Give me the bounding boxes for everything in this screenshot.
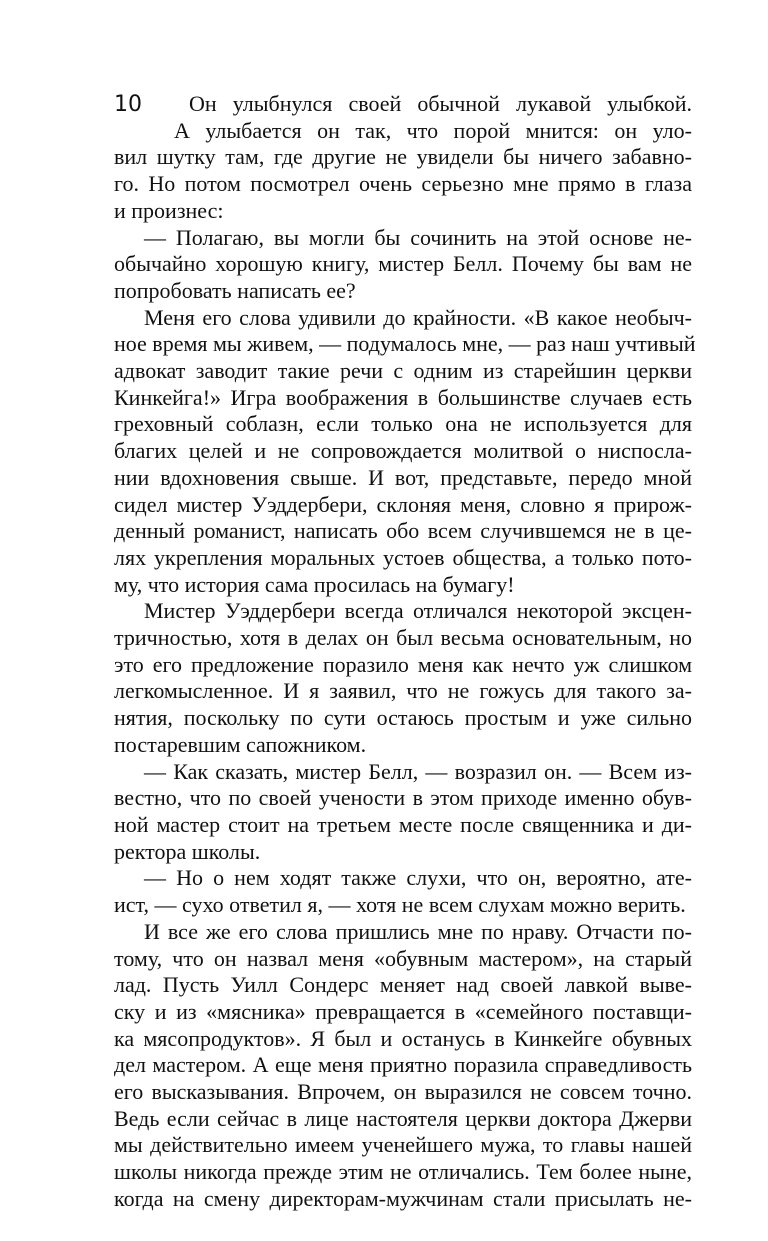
text-line: Он улыбнулся своей обычной лукавой улыбкой. (189, 91, 692, 116)
text-line: ной мастер стоит на третьем месте после священника и ди- (114, 811, 692, 837)
text-line: ректора школы. (114, 838, 261, 864)
text-line: школы никогда прежде этим не отличались. Тем более ныне, (114, 1159, 692, 1185)
text-line: греховный соблазн, если только она не используется для (114, 411, 692, 437)
text-line: и произнес: (114, 197, 224, 223)
text-line: нии вдохновения свыше. И вот, представьте, передо мной (114, 464, 692, 490)
text-line: мы действительно имеем ученейшего мужа, то главы нашей (114, 1132, 692, 1158)
text-line: ка мясопродуктов». Я был и останусь в Кинкейге обувных (114, 1025, 692, 1051)
text-line: сидел мистер Уэддербери, склоняя меня, словно я прирож- (114, 491, 692, 517)
text-line: го. Но потом посмотрел очень серьезно мне прямо в глаза (114, 171, 692, 197)
text-line: постаревшим сапожником. (114, 731, 367, 757)
text-line: нятия, поскольку по сути остаюсь простым и уже сильно (114, 705, 692, 731)
text-line: дел мастером. А еще меня приятно поразила справедливость (114, 1052, 692, 1078)
text-line: лях укрепления моральных устоев общества, а только пото- (114, 544, 692, 570)
text-line: легкомысленное. И я заявил, что не гожусь для такого за- (114, 678, 692, 704)
text-line: А улыбается он так, что порой мнится: он уло- (174, 117, 692, 143)
text-line: это его предложение поразило меня как нечто уж слишком (114, 651, 692, 677)
text-line: Мистер Уэддербери всегда отличался некоторой эксцен- (144, 598, 692, 624)
text-line: благих целей и не сопровождается молитвой о ниспосла- (114, 438, 692, 464)
text-line: лад. Пусть Уилл Сондерс меняет над своей лавкой выве- (114, 972, 692, 998)
text-line: Ведь если сейчас в лице настоятеля церкви доктора Джерви (114, 1105, 692, 1131)
text-line: обычайно хорошую книгу, мистер Белл. Почему бы вам не (114, 251, 692, 277)
text-line: И все же его слова пришлись мне по нраву. Отчасти по- (144, 918, 692, 944)
text-line: ист, — сухо ответил я, — хотя не всем слухам можно верить. (114, 892, 686, 918)
text-line: его высказывания. Впрочем, он выразился не совсем точно. (114, 1079, 692, 1105)
text-line: тому, что он назвал меня «обувным мастером», на старый (114, 945, 692, 971)
text-line: вил шутку там, где другие не увидели бы ничего забавно- (114, 144, 692, 170)
text-line: — Полагаю, вы могли бы сочинить на этой основе не- (144, 224, 692, 250)
text-line: вестно, что по своей учености в этом приходе именно обув- (114, 785, 692, 811)
text-line: адвокат заводит такие речи с одним из старейшин церкви (114, 358, 692, 384)
text-line: — Но о нем ходят также слухи, что он, вероятно, ате- (144, 865, 692, 891)
text-line: тричностью, хотя в делах он был весьма основательным, но (114, 625, 692, 651)
text-line: попробовать написать ее? (114, 277, 356, 303)
text-line: Кинкейга!» Игра воображения в большинстве случаев есть (114, 384, 692, 410)
page-number: 10 (114, 92, 142, 117)
text-line: денный романист, написать обо всем случившемся не в це- (114, 518, 692, 544)
text-line: ное время мы живем, — подумалось мне, — раз наш учтивый (114, 331, 696, 357)
text-line: — Как сказать, мистер Белл, — возразил он. — Всем из- (144, 758, 692, 784)
body-text (114, 91, 696, 1213)
text-line: му, что история сама просилась на бумагу! (114, 571, 515, 597)
text-line: ску и из «мясника» превращается в «семейного поставщи- (114, 998, 692, 1024)
text-line: когда на смену директорам-мужчинам стали присылать не- (114, 1185, 692, 1211)
text-line: Меня его слова удивили до крайности. «В какое необыч- (144, 304, 692, 330)
